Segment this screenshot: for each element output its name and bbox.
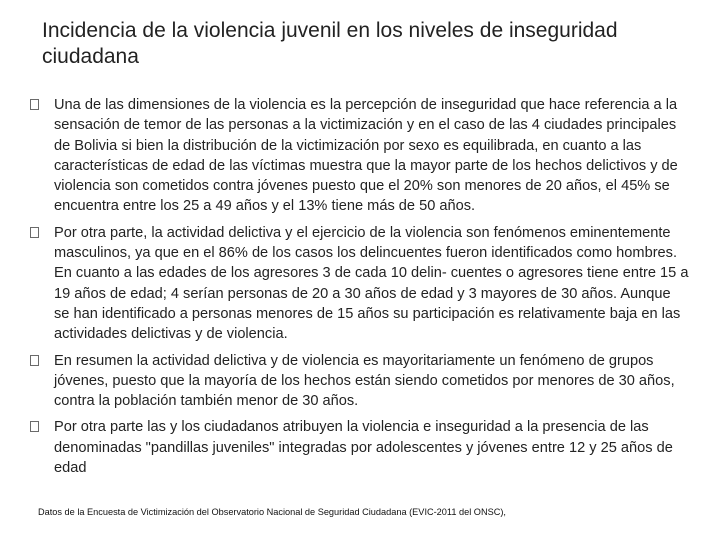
square-bullet-icon: [30, 421, 39, 432]
bullet-item-1: [30, 95, 690, 217]
bullet-item-2: [30, 223, 690, 345]
bullet-list: [30, 95, 690, 484]
bullet-item-3: [30, 351, 690, 412]
source-footnote: Datos de la Encuesta de Victimización del Observatorio Nacional de Seguridad Ciudadana (EVIC-2011 del ONSC),: [38, 507, 506, 517]
bullet-text: En resumen la actividad delictiva y de violencia es mayoritariamente un fenómeno de grupos jóvenes, puesto que la mayoría de los hechos están siendo cometidos por menores de 30 años, contra la población también menor de 30 años.: [54, 352, 675, 410]
bullet-item-4: [30, 417, 690, 478]
bullet-text: Una de las dimensiones de la violencia es la percepción de inseguridad que hace referencia a la sensación de temor de las personas a la victimización y en el caso de las 4 ciudades principales de Bolivia si bien la distribución de la victimización por sexo es equilibrada, en cuanto a las características de edad de las víctimas muestra que la mayor parte de los hechos delictivos y de violencia son cometidos contra jóvenes puesto que el 20% son menores de 20 años, el 45% se encuentra entre los 25 a 49 años y el 13% tiene más de 50 años.: [54, 97, 678, 215]
bullet-text: Por otra parte, la actividad delictiva y el ejercicio de la violencia son fenómenos eminentemente masculinos, ya que en el 86% de los casos los delincuentes fueron identificados como hombres. En cuanto a las edades de los agresores 3 de cada 10 delin- cuentes o agresores tiene entre 15 a 19 años de edad; 4 serían personas de 20 a 30 años de edad y 3 mayores de 30 años. Aunque se han identificado a personas menores de 15 años su participación es relativamente baja en las actividades delictivas y de violencia.: [54, 224, 689, 343]
slide-title: Incidencia de la violencia juvenil en los niveles de inseguridad ciudadana: [42, 19, 618, 68]
bullet-text: Por otra parte las y los ciudadanos atribuyen la violencia e inseguridad a la presencia de las denominadas "pandillas juveniles" integradas por adolescentes y jóvenes entre 12 y 25 años de edad: [54, 419, 673, 477]
square-bullet-icon: [30, 99, 39, 110]
square-bullet-icon: [30, 227, 39, 238]
square-bullet-icon: [30, 355, 39, 366]
